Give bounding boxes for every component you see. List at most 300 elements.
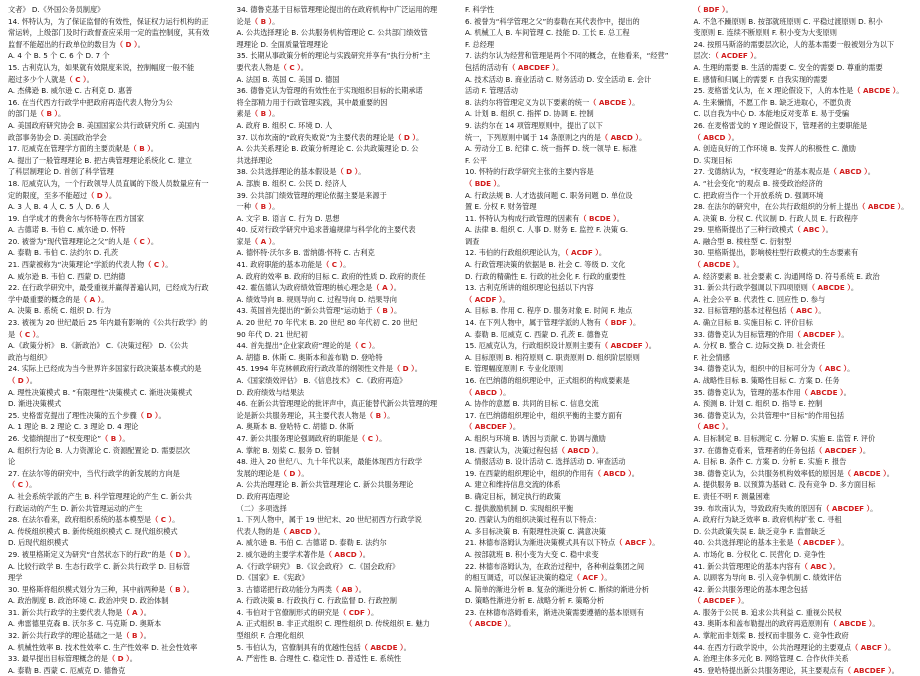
text-line: A. 行政法规 B. 人才选拔问题 C. 职务问题 D. 单位设 [465, 190, 633, 200]
answer-key: （ D ） [107, 654, 130, 664]
text-line: 家是（ A ）。 [236, 236, 280, 246]
text-line: A. 掌舵 B. 划桨 C. 服务 D. 管制 [236, 445, 340, 455]
text-line: 20. 西蒙认为的组织决策过程有以下特点： [465, 515, 601, 525]
text-line: D. 政府再造理论 [236, 491, 290, 501]
text-line: 19. 自学成才的费舍尔与怀特等在西方国家 [8, 213, 144, 223]
text-line: 41. 新公共管理理论的基本内容有（ ABC ）。 [693, 561, 840, 571]
text-line: 一种（ B ）。 [236, 202, 280, 212]
text-line: A. 提出了一般管理理论 B. 把古典管理理论系统化 C. 建立 [8, 155, 192, 165]
text-line: 25. 史格雷克提出了理性决策的五个步骤（ D ）。 [8, 410, 166, 420]
answer-key: （ D ） [115, 39, 138, 49]
text-line: 34. 德鲁克认为，组织中的目标可分为（ ABC ）。 [693, 364, 855, 374]
answer-key: （ D ） [392, 364, 415, 374]
text-line: A. 不急不躁原则 B. 按部就班原则 C. 平稳过渡原则 D. 积小 [693, 16, 883, 26]
text-line: 30. 里格斯将组织模式划分为三种，其中前两种是（ B ）。 [8, 584, 194, 594]
text-line: 发展的理论是（ D ）。 [236, 468, 309, 478]
answer-key: （ C ） [358, 433, 380, 443]
text-line: 21. 林德布洛姆认为渐进决策模式具有以下特点（ ABCF ）。 [465, 538, 660, 548]
text-line: 27. 在法尔等的研究中，当代行政学的新发展的方向是 [8, 468, 180, 478]
text-line: 12. 韦伯的行政组织理论认为，（ ACDF ）。 [465, 248, 607, 258]
text-line: F. 科学性 [465, 5, 495, 14]
text-line: （ ABCDE ）。 [693, 260, 744, 270]
text-line: 26. 戈德纳提出了“权变理论”（ B ）。 [8, 433, 130, 443]
answer-key: （ ABCDE ） [589, 97, 633, 107]
text-line: A. 公共关系理论 B. 政策分析理论 C. 公共政策理论 D. 公 [236, 144, 419, 154]
text-line: A. 行政管理决策的依据是 B. 社会 C. 等级 D. 文化 [465, 260, 626, 270]
answer-key: （ D ） [8, 376, 30, 385]
answer-key: （ ABCD ） [324, 549, 363, 559]
text-line: 18. 厄威克认为，一个行政领导人员直属的下级人员数量应有一 [8, 178, 209, 188]
text-line: 38. 公共选择理论的基本假设是（ D ）。 [236, 167, 366, 177]
text-line: 2. 威尔逊的主要学术著作是（ ABCD ）。 [236, 549, 370, 559]
text-line: 36. 德鲁克认为管理的有效性在于实现组织目标的长期承诺 [236, 86, 423, 96]
text-line: 47. 新公共服务理论强调政府的职能是（ C ）。 [236, 433, 387, 443]
text-line: A. 机械工人 B. 车间管理 C. 技能 D. 工长 E. 总工程 [465, 28, 630, 38]
text-line: A. 预测 B. 计划 C. 组织 D. 指导 E. 控制 [693, 399, 823, 409]
text-line: 36. 德鲁克认为，公共管理中“目标”的作用包括 [693, 410, 845, 420]
text-line: A. 分权 B. 整合 C. 边际交换 D. 社会责任 [693, 341, 826, 351]
text-line: C. 提供激励机制 D. 实现组织平衡 [465, 503, 574, 513]
answer-key: （ B ） [365, 410, 388, 420]
text-line: 了科层制理论 D. 首创了科学管理 [8, 167, 114, 177]
text-line: 25. 麦格雷戈认为，在 X 理论假设下，人的本性是（ ABCDE ）。 [693, 86, 904, 96]
answer-key: （ B ） [250, 109, 273, 119]
text-line: 18. 西蒙认为，决策过程包括（ ABCD ）。 [465, 445, 604, 455]
answer-key: （ ACDF ） [564, 248, 599, 258]
text-line: 13. 古利克所讲的组织理论包括以下内容 [465, 283, 594, 293]
text-line: （ D ）。 [8, 376, 37, 385]
answer-key: （ ABC ） [693, 422, 726, 432]
answer-key: （ ABCD ） [279, 526, 318, 536]
text-line: 11. 怀特认为构成行政管理的因素有（ BCDE ）。 [465, 213, 624, 223]
answer-key: （ ABC ） [786, 306, 819, 316]
answer-key: （ A ） [122, 607, 144, 617]
answer-key: （ ABCDE ） [843, 468, 887, 478]
answer-key: （ A ） [250, 236, 273, 246]
text-line: A. 部族 B. 组织 C. 公民 D. 经济人 [236, 178, 347, 188]
text-line: A. 德怀特·沃尔多 B. 雷纳德·怀特 C. 古利克 [236, 248, 375, 258]
text-line: A. 简单的渐进分析 B. 复杂的渐进分析 C. 断续的渐进分析 [465, 584, 649, 594]
text-line: 48. 进入 20 世纪八、九十年代以来，最能体现西方行政学 [236, 457, 423, 467]
text-line: 行政运动的产生 D. 新公共管理运动的产生 [8, 503, 143, 513]
answer-key: （ CDF ） [339, 607, 372, 617]
text-line: A.《行政学研究》 B.《议会政府》 C.《国会政府》 [236, 561, 400, 571]
text-line: 37. 在德鲁克看来，管理者的任务包括（ ABCDEF ）。 [693, 445, 871, 455]
text-line: 37. 以布坎南的“政府失败说”为主要代表的理论是（ D ）。 [236, 132, 424, 142]
text-line: A.《国家绩效评估》 B.《信息技术》 C.《政府再造》 [236, 376, 407, 385]
text-line: D. 政府绩效与结果法 [236, 387, 305, 397]
text-line: A. 泰勒 B. 西蒙 C. 厄威克 D. 德鲁克 [8, 665, 126, 675]
text-line: A. 政府的效率 B. 政府的目标 C. 政府的性质 D. 政府的责任 [236, 271, 426, 281]
text-line: A. 行政决策 B. 行政执行 C. 行政监督 D. 行政控制 [236, 596, 397, 606]
text-line: 学中最重要的概念的是（ A ）。 [8, 294, 109, 304]
answer-key: （ ABCD ） [593, 468, 632, 478]
text-line: A. 建立和维持信息交流的体系 [465, 480, 561, 490]
text-line: A. 组织与环境 B. 诱因与贡献 C. 协调与激励 [465, 433, 606, 443]
text-line: 19. 在西蒙的组织理论中，组织的作用有（ ABCD ）。 [465, 468, 639, 478]
answer-key: （ ABC ） [800, 561, 833, 571]
text-line: （ ABCDEF ）。 [465, 422, 521, 432]
text-line: 41. 政府职能的基本功能是（ C ）。 [236, 260, 351, 270]
answer-key: （ B ） [250, 16, 273, 26]
answer-key: （ ACDEF ） [715, 51, 754, 61]
answer-key: （ D ） [165, 549, 188, 559]
text-line: 22. 在行政学研究中，最受重视并赢得普遍认同，已经成为行政 [8, 283, 209, 293]
answer-key: （ D ） [279, 468, 302, 478]
text-line: 论是新公共服务理论，其主要代表人物是（ B ）。 [236, 410, 395, 420]
text-line: 9. 法约尔在 14 项管理原则中，提出了以下 [465, 120, 603, 130]
text-line: A. 正式组织 B. 非正式组织 C. 理性组织 D. 传统组织 E. 魅力 [236, 619, 430, 629]
text-line: A. 公共治理理论 B. 新公共管理理论 C. 新公共服务理论 [236, 480, 414, 490]
text-line: （二）多项选择 [236, 503, 287, 513]
text-line: 40. 公共选择理论的基本主张是（ ABCDEF ）。 [693, 538, 849, 548]
text-line: 政部事务协会 D. 美国政治学会 [8, 132, 107, 142]
answer-key: （ ABCD ） [693, 132, 732, 142]
text-line: D.《国家》E.《宪政》 [236, 573, 309, 583]
text-line: 44. 首先提出“企业家政府”理论的是（ C ）。 [236, 341, 380, 351]
answer-key: （ BCDE ） [579, 213, 617, 223]
answer-key: （ B ） [129, 144, 151, 154]
text-line: 31. 新公共行政学的主要代表人物是（ A ）。 [8, 607, 151, 617]
text-line: A. 治理主体多元化 B. 网络管理 C. 合作伙伴关系 [693, 654, 849, 664]
text-line: 33. 最早提出目标管理概念的是（ D ）。 [8, 654, 137, 664]
text-line: A. 目标原则 B. 相符原则 C. 职责原则 D. 组织阶层原则 [465, 352, 640, 362]
answer-key: （ C ） [65, 74, 87, 84]
answer-key: （ B ） [122, 631, 144, 641]
text-line: F. 总经理 [465, 39, 495, 49]
text-line: A. 战略性目标 B. 策略性目标 C. 方案 D. 任务 [693, 376, 840, 385]
answer-key: （ ABCDEF ） [815, 445, 863, 455]
answer-key: （ ABCD ） [465, 387, 504, 397]
text-line: A. 劳动分工 B. 纪律 C. 统一指挥 D. 统一领导 E. 标准 [465, 144, 637, 154]
text-line: 置 E. 分权 F. 财务管理 [465, 202, 537, 212]
answer-key: （ B ） [372, 306, 394, 316]
text-line: A. 理性决策模式 B. “有限理性”决策模式 C. 渐进决策模式 [8, 387, 193, 397]
answer-key: （ ABCF ） [615, 538, 653, 548]
text-line: 的部门是（ B ）。 [8, 109, 66, 119]
text-line: 监督不能超出的行政单位的数目为（ D ）。 [8, 39, 145, 49]
text-line: C. 把政府当作一个开放系统 D. 强调环境 [693, 190, 824, 200]
answer-key: （ A ） [79, 294, 102, 304]
text-line: 39. 公共部门绩效管理的理论依据主要是来源于 [236, 190, 387, 200]
answer-key: （ C ） [151, 515, 173, 525]
answer-key: （ C ） [15, 329, 37, 339]
answer-key: （ ABCDEF ） [600, 341, 649, 351]
text-line: A. 20 世纪 70 年代末 B. 20 世纪 80 年代初 C. 20 世纪 [236, 318, 418, 328]
text-line: 活动 F. 管理活动 [465, 86, 518, 96]
text-line: A. 生来懒惰，不愿工作 B. 缺乏进取心，不愿负责 [693, 97, 852, 107]
text-line: E. 责任不明 F. 测量困难 [693, 491, 770, 501]
text-line: 层次：（ ACDEF ）。 [693, 51, 762, 61]
text-line: 40. 反对行政学研究中追求普遍规律与科学化的主要代表 [236, 225, 416, 235]
text-line: A. 3 人 B. 4 人 C. 5 人 D. 6 人 [8, 202, 110, 212]
text-line: 政治与组织》 [8, 352, 52, 362]
answer-key: （ C ） [322, 260, 344, 270]
text-line: 23. 被视为 20 世纪最后 25 年内最有影响的《公共行政学》的 [8, 318, 208, 328]
text-line: 46. 在新公共管理理论的批评声中，真正能替代新公共管理的理 [236, 399, 438, 409]
text-line: （ BDE ）。 [465, 178, 505, 188]
text-line: 42. 霍伍德认为政府绩效管理的核心理念是（ A ）。 [236, 283, 401, 293]
text-line: A. 胡德 B. 休斯 C. 奥斯本和盖布勒 D. 登哈特 [236, 352, 383, 362]
text-line: A.《政策分析》 B.《新政治》 C.《决策过程》 D.《公共 [8, 341, 189, 351]
text-line: 超过多少个人就是（ C ）。 [8, 74, 94, 84]
answer-key: （ ABCDEF ） [693, 596, 742, 606]
text-line: 30. 里格斯提出，影响棱柱型行政模式的生态要素有 [693, 248, 859, 258]
answer-key: （ D ） [87, 190, 109, 200]
text-line: 21. 西蒙被称为“决策理论”学派的代表人物（ C ）。 [8, 260, 173, 270]
text-line: （ ABCD ）。 [693, 132, 739, 142]
answer-key: （ B ） [36, 109, 59, 119]
text-line: A. 奥斯本 B. 登哈特 C. 胡德 D. 休斯 [236, 422, 354, 432]
text-line: 调查 [465, 236, 480, 246]
answer-key: （ ABCDE ） [853, 86, 897, 96]
text-line: A. 掌舵而非划桨 B. 授权而非服务 C. 竞争性政府 [693, 631, 849, 641]
answer-key: （ B ） [101, 433, 123, 443]
text-line: 23. 在林德布洛姆看来，渐进决策需要遵循的基本原则有 [465, 607, 645, 617]
text-line: C. 以自我为中心 D. 本能地反对变革 E. 易于受骗 [693, 109, 850, 119]
text-line: A. 确立目标 B. 实施目标 C. 评价目标 [693, 318, 813, 328]
text-line: 34. 德鲁克基于目标管理理论提出的在政府机构中广泛运用的理 [236, 5, 438, 14]
text-line: A. 创造良好的工作环境 B. 发挥人的积极性 C. 激励 [693, 144, 856, 154]
answer-key: （ ABCDEF ） [465, 422, 513, 432]
text-line: 27. 戈德纳认为，“权变理论”的基本观点是（ ABCD ）。 [693, 167, 875, 177]
text-line: 26. 在麦格雷戈的 Y 理论假设下，管理者的主要职能是 [693, 120, 868, 130]
text-line: A. 公共选择理论 B. 公共服务机构管理论 C. 公共部门绩效管 [236, 28, 428, 38]
text-line: 15. 古利克认为，如果就有效限度来说，控制幅度一般不能 [8, 62, 195, 72]
text-line: 28. 在法尔的研究中，在公共行政组织的分析上提出（ ABCDE ）。 [693, 202, 909, 212]
text-line: （ ABCDEF ）。 [693, 596, 749, 606]
text-line: A. 泰勒 B. 厄威克 C. 西蒙 D. 孔茨 E. 德鲁克 [465, 329, 609, 339]
text-line: D. 后现代组织模式 [8, 538, 69, 548]
text-line: （ ABC ）。 [693, 422, 733, 432]
text-line: 14. 在下列人物中，属于管理学派的人物有（ BDF ）。 [465, 318, 641, 328]
answer-key: （ D ） [136, 410, 159, 420]
text-line: 的相互调适，可以保证决策的稳定（ ACF ）。 [465, 573, 612, 583]
text-line: B. 确定目标，制定执行的政策 [465, 491, 561, 501]
text-line: 理理论 D. 全面质量管理理论 [236, 39, 328, 49]
answer-key: （ C ） [144, 260, 166, 270]
answer-key: （ ABC ） [815, 364, 848, 374]
text-line: 42. 新公共服务理论的基本理念包括 [693, 584, 808, 594]
answer-key: （ AB ） [331, 584, 359, 594]
answer-key: （ ABCDEF ） [793, 538, 842, 548]
text-line: 35. 长期从事政策分析的理论与实践研究并享有“执行分析”主 [236, 51, 431, 61]
text-line: A. 情报活动 B. 设计活动 C. 选择活动 D. 审查活动 [465, 457, 626, 467]
text-line: D. 行政的精确性 E. 行政的社会化 F. 行政的重要性 [465, 271, 626, 281]
text-line: D. 公共政策失误 E. 缺乏竞争 F. 监督缺乏 [693, 526, 826, 536]
answer-key: （ ABCDEF ） [843, 665, 892, 675]
answer-key: （ BDF ） [693, 5, 726, 14]
text-line: 统一，下列原则中属于 14 条原则之内的是（ ABCD ）。 [465, 132, 647, 142]
answer-key: （ C ） [351, 341, 373, 351]
text-line: 4. 韦伯对于官僚制形式的研究是（ CDF ）。 [236, 607, 379, 617]
text-line: A. 社会系统学派的产生 B. 科学管理理论的产生 C. 新公共 [8, 491, 192, 501]
text-line: 共选择理论 [236, 155, 273, 165]
text-line: 16. 在当代西方行政学中把政府再造代表人物分为公 [8, 97, 173, 107]
text-line: （ BDF ）。 [693, 5, 733, 14]
text-line: 43. 奥斯本和盖布勒提出的政府再造原则有（ ABCDE ）。 [693, 619, 880, 629]
text-line: 32. 目标管理的基本过程包括（ ABC ）。 [693, 306, 826, 316]
text-line: 论 [8, 457, 16, 467]
text-line: 常运转，上级部门及时行政督查应采用一定的监控制度，其有效 [8, 28, 210, 38]
text-line: A. 文字 B. 语言 C. 行为 D. 思想 [236, 213, 340, 223]
text-column [8, 4, 229, 675]
answer-key: （ ABCDE ） [829, 619, 873, 629]
answer-key: （ ABCDEF ） [508, 62, 557, 72]
text-line: A. 威尔逊 B. 韦伯 C. 西蒙 D. 巴纳德 [8, 271, 126, 281]
text-line: A. 机械性效率 B. 技术性效率 C. 生产性效率 D. 社会性效率 [8, 642, 198, 652]
text-line: 38. 德鲁克认为，公共服务机构效率低的原因是（ ABCDE ）。 [693, 468, 894, 478]
text-line: 90 年代 D. 21 世纪初 [236, 329, 308, 339]
answer-key: （ ABCDE ） [858, 202, 902, 212]
text-line: A. 融合型 B. 棱柱型 C. 衍射型 [693, 236, 792, 246]
text-column [236, 4, 458, 664]
text-line: A. 计划 B. 组织 C. 指挥 D. 协调 E. 控制 [465, 109, 594, 119]
text-line: A. 目标 B. 作用 C. 程序 D. 服务对象 E. 时间 F. 地点 [465, 306, 633, 316]
text-line: 24. 按照马斯洛的需要层次论，人的基本需要一般被划分为以下 [693, 39, 895, 49]
text-line: 将全部精力用于行政管理实践，其中最重要的因 [236, 97, 388, 107]
text-line: 6. 被誉为“科学管理之父”的泰勒在其代表作中，提出的 [465, 16, 640, 26]
text-line: （ ACDF ）。 [465, 294, 510, 304]
answer-key: （ ABC ） [793, 225, 826, 235]
text-line: A. 1 理论 B. 2 理论 C. 3 理论 D. 4 理论 [8, 422, 139, 432]
text-line: 5. 韦伯认为，官僚制具有的优越性包括（ ABCDE ）。 [236, 642, 411, 652]
text-line: 43. 英国首先提出的“新公共管理”运动始于（ B ）。 [236, 306, 402, 316]
text-line: 是（ C ）。 [8, 329, 44, 339]
text-line: 7. 法约尔认为经营和管理是两个不同的概念，在他看来，“经营” [465, 51, 669, 61]
text-line: 39. 布坎南认为，导致政府失败的原因有（ ABCDEF ）。 [693, 503, 878, 513]
answer-key: （ ABCDEF ） [822, 503, 871, 513]
answer-key: （ C ） [129, 236, 151, 246]
text-line: 文者》 D.《外国公务员制度》 [8, 5, 105, 14]
answer-key: （ ABCD ） [829, 167, 868, 177]
text-line: D. 实现目标 [693, 155, 733, 165]
text-line: A. 组织行为论 B. 人力资源论 C. 资源配置论 D. 需要层次 [8, 445, 190, 455]
answer-key: （ A ） [372, 283, 394, 293]
answer-key: （ ACDF ） [465, 294, 503, 304]
text-line: A. 市场化 B. 分权化 C. 民营化 D. 竞争性 [693, 549, 826, 559]
text-line: A. 协作的意愿 B. 共同的目标 C. 信息交流 [465, 399, 599, 409]
answer-key: （ D ） [336, 167, 359, 177]
text-line: A. 以顾客为导向 B. 引入竞争机制 C. 绩效评估 [693, 573, 842, 583]
text-line: A. 政府行为缺乏效率 B. 政府机构扩张 C. 寻租 [693, 515, 842, 525]
text-line: 24. 实际上已经成为当今世界许多国家行政决策基本模式的是 [8, 364, 202, 374]
text-line: （ C ）。 [8, 480, 37, 490]
text-line: 28. 在法尔看来，政府组织系统的基本模型是（ C ）。 [8, 515, 180, 525]
text-line: 29. 里格斯提出了三种行政模式（ ABC ）。 [693, 225, 833, 235]
text-line: A. 决策 B. 系统 C. 组织 D. 行为 [8, 306, 111, 316]
text-line: A. 决策 B. 分权 C. 代议制 D. 行政人员 E. 行政程序 [693, 213, 859, 223]
text-line: A. 技术活动 B. 商业活动 C. 财务活动 D. 安全活动 E. 会计 [465, 74, 652, 84]
text-line: A. 弗雷德里克森 B. 沃尔多 C. 马克斯 D. 奥斯本 [8, 619, 162, 629]
text-line: 包括的活动有（ ABCDEF ）。 [465, 62, 564, 72]
text-line: A. 政府 B. 组织 C. 环境 D. 人 [236, 120, 333, 130]
answer-key: （ ABCDEF ） [793, 329, 842, 339]
text-line: A. 经济要素 B. 社会要素 C. 沟通网络 D. 符号系统 E. 政治 [693, 271, 880, 281]
answer-key: （ C ） [8, 480, 30, 490]
text-line: A. 严密性 B. 合理性 C. 稳定性 D. 普适性 E. 系统性 [236, 654, 402, 664]
answer-key: （ ABCF ） [850, 642, 888, 652]
text-line: A. 泰勒 B. 韦伯 C. 法约尔 D. 孔茨 [8, 248, 119, 258]
text-line: A. 传统组织模式 B. 新传统组织模式 C. 现代组织模式 [8, 526, 178, 536]
text-line: A. 比较行政学 B. 生态行政学 C. 新公共行政学 D. 目标管 [8, 561, 190, 571]
answer-key: （ ABCDE ） [807, 283, 851, 293]
text-column [465, 4, 686, 647]
text-line: D. 渐进决策模式 [8, 399, 62, 409]
text-line: 20. 被誉为“现代管理理论之父”的人是（ C ）。 [8, 236, 159, 246]
text-line: A. 社会公平 B. 代表性 C. 回应性 D. 参与 [693, 294, 826, 304]
text-line: A. 杰佛逊 B. 威尔逊 C. 古利克 D. 惠普 [8, 86, 133, 96]
text-line: A. 目标制定 B. 目标测定 C. 分解 D. 实施 E. 监管 F. 评价 [693, 433, 876, 443]
text-line: A. 多目标决策 B. 有限理性决策 C. 满意决策 [465, 526, 606, 536]
text-line: A. 生理的需要 B. 生活的需要 C. 安全的需要 D. 尊重的需要 [693, 62, 883, 72]
answer-key: （ B ） [250, 202, 273, 212]
answer-key: （ C ） [279, 62, 301, 72]
text-line: D. 策略性渐进分析 E. 战略分析 F. 策略分析 [465, 596, 605, 606]
answer-key: （ ABCDE ） [360, 642, 404, 652]
text-line: （ ABCD ）。 [465, 387, 511, 397]
text-line: 44. 在西方行政学说中，公共治理理论的主要观点（ ABCF ）。 [693, 642, 896, 652]
text-line: A. 政治制度 B. 政治环境 C. 政治冲突 D. 政治体制 [8, 596, 169, 606]
text-line: 29. 被里格斯定义为研究“自然状态下的行政”的是（ D ）。 [8, 549, 195, 559]
text-line: 定的限度，至多不能超过（ D ）。 [8, 190, 117, 200]
text-line: E. 管理幅度原则 F. 专业化原则 [465, 364, 564, 374]
text-line: 理学 [8, 573, 23, 583]
text-line: A. 古德诺 B. 韦伯 C. 威尔逊 D. 怀特 [8, 225, 126, 235]
text-line: 17. 在巴纳德组织理论中，组织平衡的主要方面有 [465, 410, 623, 420]
text-line: 35. 德鲁克认为，管理的基本作用（ ABCDE ）。 [693, 387, 851, 397]
text-line: 型组织 F. 合理化组织 [236, 631, 304, 641]
answer-key: （ D ） [394, 132, 416, 142]
text-line: 素是（ B ）。 [236, 109, 280, 119]
answer-key: （ ABCDE ） [465, 619, 508, 629]
answer-key: （ ABCDE ） [800, 387, 844, 397]
text-column [693, 4, 915, 675]
text-line: 论是（ B ）。 [236, 16, 280, 26]
text-line: 16. 在巴纳德的组织理论中，正式组织的构成要素是 [465, 376, 630, 385]
text-line: 8. 法约尔将管理定义为以下要素的统一（ ABCDE ）。 [465, 97, 640, 107]
text-line: A. 4 个 B. 5 个 C. 6 个 D. 7 个 [8, 51, 110, 61]
text-line: F. 社会情感 [693, 352, 730, 362]
text-line: 1. 下列人物中，属于 19 世纪末、20 世纪初西方行政学说 [236, 515, 422, 525]
text-line: 10. 怀特的行政学研究主张的主要内容是 [465, 167, 594, 177]
text-line: E. 感情和归属上的需要 F. 自我实现的需要 [693, 74, 828, 84]
text-line: 14. 怀特认为，为了保证监督的有效性，保证权力运行机构的正 [8, 16, 209, 26]
text-line: A. 服务于公民 B. 追求公共利益 C. 重视公民权 [693, 607, 842, 617]
text-line: 22. 林德布洛姆认为，在政治过程中，各种利益集团之间 [465, 561, 645, 571]
text-line: A. “社会变化”的观点 B. 接受政治经济的 [693, 178, 823, 188]
text-line: A. 目标 B. 条件 C. 方案 D. 分析 E. 实施 F. 报告 [693, 457, 847, 467]
text-line: A. 法律 B. 组织 C. 人事 D. 财务 E. 监控 F. 决策 G. [465, 225, 629, 235]
text-line: 17. 厄威克在管理学方面的主要贡献是（ B ）。 [8, 144, 158, 154]
answer-key: （ ABCDE ） [693, 260, 737, 270]
answer-key: （ ABCD ） [600, 132, 639, 142]
text-line: 45. 1994 年克林顿政府行政改革的纲领性文件是（ D ）。 [236, 364, 422, 374]
answer-key: （ BDE ） [465, 178, 498, 188]
text-line: 33. 德鲁克认为目标管理的作用（ ABCDEF ）。 [693, 329, 849, 339]
text-line: 32. 新公共行政学的理论基础之一是（ B ）。 [8, 631, 151, 641]
text-line: A. 按部就班 B. 积小变为大变 C. 稳中求变 [465, 549, 599, 559]
answer-key: （ ABCD ） [557, 445, 596, 455]
text-line: 31. 新公共行政学强调以下四项原则（ ABCDE ）。 [693, 283, 859, 293]
text-line: 15. 厄威克认为，行政组织设计原则主要有（ ABCDEF ）。 [465, 341, 656, 351]
answer-key: （ BDF ） [600, 318, 634, 328]
text-line: F. 公平 [465, 155, 487, 165]
text-line: A. 提供服务 B. 以预算为基础 C. 没有竞争 D. 多方面目标 [693, 480, 876, 490]
text-line: A. 法国 B. 英国 C. 美国 D. 德国 [236, 74, 340, 84]
text-line: （ ABCDE ）。 [465, 619, 516, 629]
answer-key: （ B ） [165, 584, 187, 594]
